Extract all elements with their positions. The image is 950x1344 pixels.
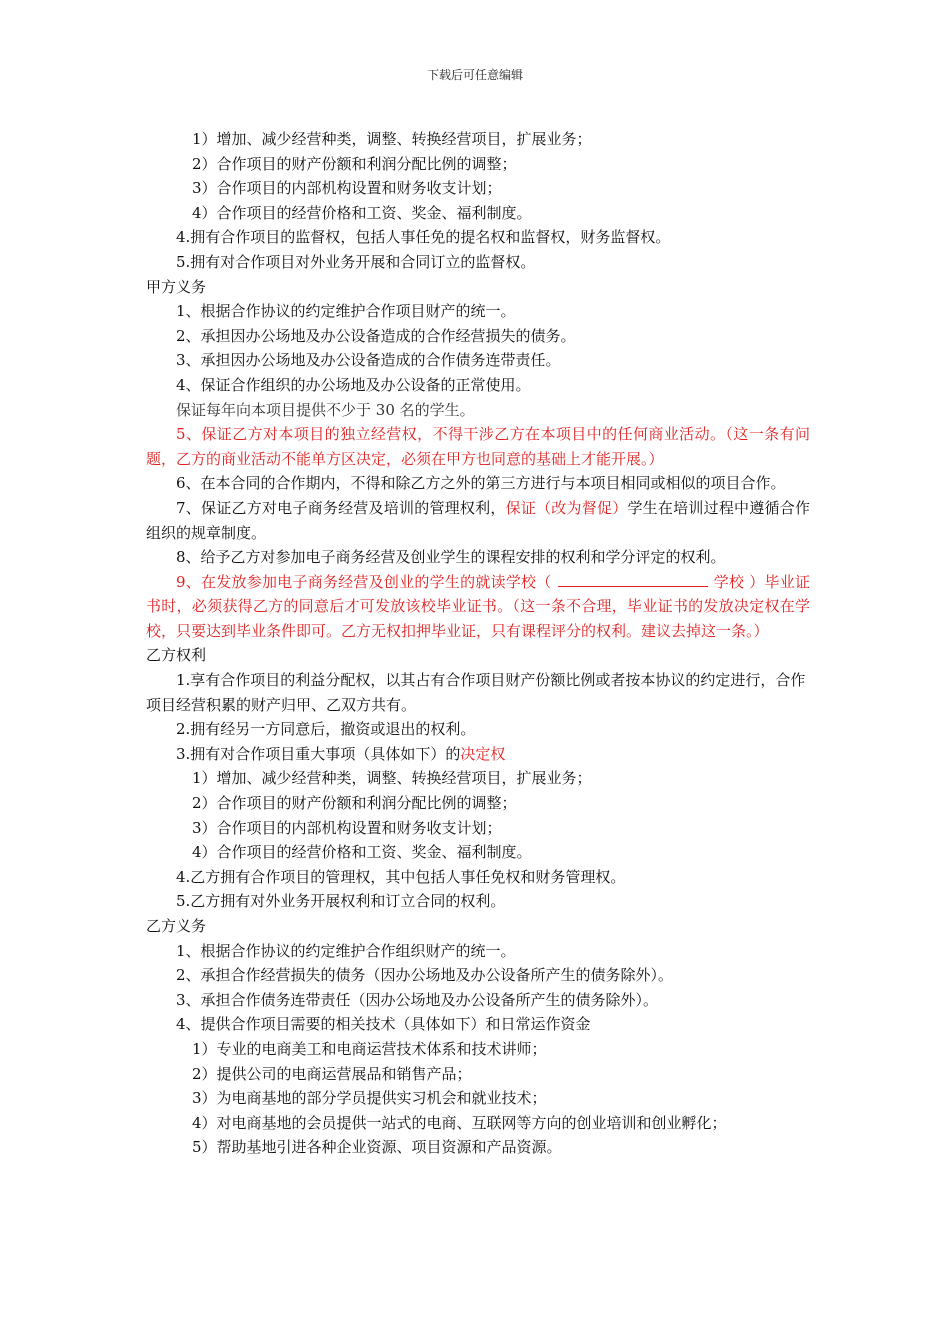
clause: 6、在本合同的合作期内，不得和除乙方之外的第三方进行与本项目相同或相似的项目合作。 [176,474,786,493]
annotation-text: 决定权 [460,744,506,763]
clause [146,496,810,545]
list-item: 1）专业的电商美工和电商运营技术体系和技术讲师； [192,1039,547,1058]
list-item: 1）增加、减少经营种类，调整、转换经营项目，扩展业务； [192,130,592,148]
clause: 4.拥有合作项目的监督权，包括人事任免的提名权和监督权，财务监督权。 [176,228,671,247]
list-item: 2）提供公司的电商运营展品和销售产品； [192,1064,472,1083]
clause-text: 9、在发放参加电子商务经营及创业的学生的就读学校（ [176,572,552,591]
list-item: 3）合作项目的内部机构设置和财务收支计划； [192,818,502,837]
clause: 2、承担因办公场地及办公设备造成的合作经营损失的债务。 [176,326,576,345]
clause-text: 7、保证乙方对电子商务经营及培训的管理权利， [176,498,506,517]
list-item: 4）对电商基地的会员提供一站式的电商、互联网等方向的创业培训和创业孵化； [192,1113,727,1132]
page-header: 下载后可任意编辑 [426,68,523,82]
clause: 1、根据合作协议的约定维护合作项目财产的统一。 [176,302,516,321]
clause: 2.拥有经另一方同意后，撤资或退出的权利。 [176,720,476,739]
document-body [146,127,810,1160]
clause-text: 学校 ）毕业证书时，必须获得乙方的同意后才可发放该校毕业证书。（这一条不合理，毕业证书的发放决定权在学校，只要达到毕业条件即可。乙方无权扣押毕业证，只有课程评分的权利。建议去掉这一条。） [146,572,810,640]
list-item: 4）合作项目的经营价格和工资、奖金、福利制度。 [192,203,532,222]
list-item: 4）合作项目的经营价格和工资、奖金、福利制度。 [192,843,532,862]
clause-annotated: 5、保证乙方对本项目的独立经营权，不得干涉乙方在本项目中的任何商业活动。（这一条有问题，乙方的商业活动不能单方区决定，必须在甲方也同意的基础上才能开展。） [146,425,810,468]
clause: 3、承担因办公场地及办公设备造成的合作债务连带责任。 [176,351,561,370]
list-item: 1）增加、减少经营种类，调整、转换经营项目，扩展业务； [192,769,592,788]
clause: 5.乙方拥有对外业务开展权利和订立合同的权利。 [176,892,506,911]
clause: 2、承担合作经营损失的债务（因办公场地及办公设备所产生的债务除外）。 [176,966,674,985]
clause: 1、根据合作协议的约定维护合作组织财产的统一。 [176,941,516,960]
clause: 1.享有合作项目的利益分配权，以其占有合作项目财产份额比例或者按本协议的约定进行，合作项目经营积累的财产归甲、乙双方共有。 [146,671,806,714]
list-item: 5）帮助基地引进各种企业资源、项目资源和产品资源。 [192,1138,562,1157]
list-item: 2）合作项目的财产份额和利润分配比例的调整； [192,154,517,173]
clause: 4、保证合作组织的办公场地及办公设备的正常使用。 [176,375,531,394]
clause: 4、提供合作项目需要的相关技术（具体如下）和日常运作资金 [176,1015,591,1034]
clause [146,742,810,767]
clause-text: 学生在培训过程中遵循合作组织的规章制度。 [146,498,810,542]
clause-annotated [146,570,810,644]
fill-in-blank [558,572,708,587]
section-heading-yi-rights: 乙方权利 [146,646,207,665]
clause: 保证每年向本项目提供不少于 30 名的学生。 [176,400,475,419]
clause: 8、给予乙方对参加电子商务经营及创业学生的课程安排的权利和学分评定的权利。 [176,548,726,567]
annotation-text: 保证（改为督促） [505,498,628,517]
clause: 5.拥有对合作项目对外业务开展和合同订立的监督权。 [176,252,536,271]
list-item: 3）合作项目的内部机构设置和财务收支计划； [192,179,502,198]
clause-text: 3.拥有对合作项目重大事项（具体如下）的 [176,744,461,763]
clause: 3、承担合作债务连带责任（因办公场地及办公设备所产生的债务除外）。 [176,990,659,1009]
clause: 4.乙方拥有合作项目的管理权，其中包括人事任免权和财务管理权。 [176,867,626,886]
section-heading-yi-duty: 乙方义务 [146,917,207,935]
list-item: 3）为电商基地的部分学员提供实习机会和就业技术； [192,1089,547,1108]
section-heading-jia-duty: 甲方义务 [146,277,207,296]
list-item: 2）合作项目的财产份额和利润分配比例的调整； [192,794,517,813]
